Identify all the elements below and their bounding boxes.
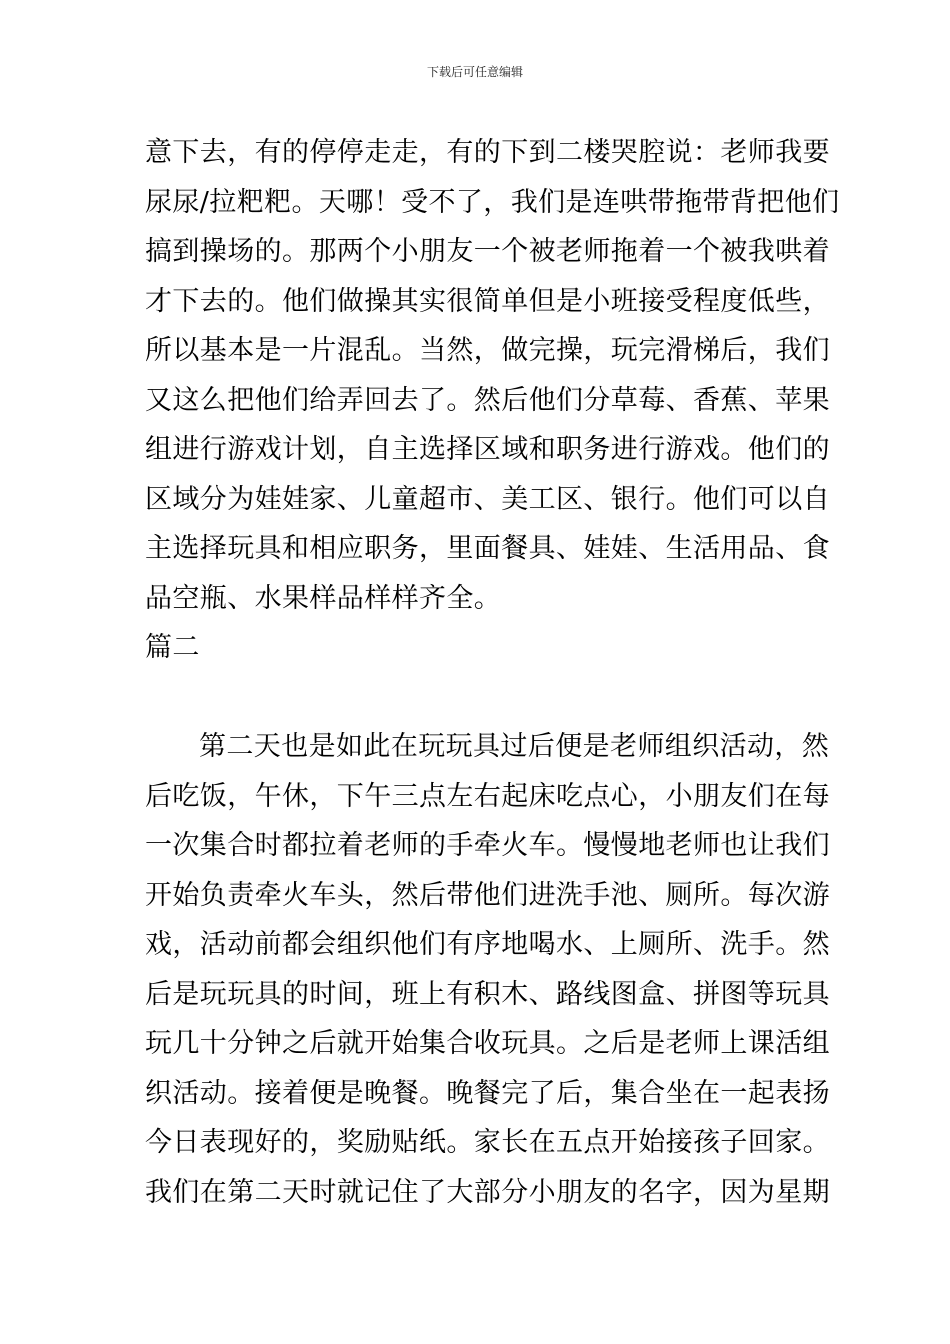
document-body: [145, 128, 840, 1217]
page-header: 下载后可任意编辑: [426, 65, 523, 79]
paragraph-line: 织活动。接着便是晚餐。晚餐完了后，集合坐在一起表扬: [145, 1077, 830, 1109]
paragraph-line: 一次集合时都拉着老师的手牵火车。慢慢地老师也让我们: [145, 830, 830, 861]
paragraph-line: 品空瓶、水果样品样样齐全。: [145, 582, 502, 614]
paragraph-line: 开始负责牵火车头，然后带他们进洗手池、厕所。每次游: [145, 879, 830, 911]
paragraph-line: 第二天也是如此在玩玩具过后便是老师组织活动，然: [199, 731, 830, 762]
paragraph-line: 我们在第二天时就记住了大部分小朋友的名字，因为星期: [145, 1176, 830, 1208]
paragraph-line: 区域分为娃娃家、儿童超市、美工区、银行。他们可以自: [145, 483, 830, 515]
paragraph-line: 后吃饭，午休，下午三点左右起床吃点心，小朋友们在每: [145, 780, 830, 812]
paragraph-line: 今日表现好的，奖励贴纸。家长在五点开始接孩子回家。: [145, 1127, 830, 1158]
paragraph-2: [145, 722, 830, 1217]
blank-line: [145, 673, 815, 723]
paragraph-line: 才下去的。他们做操其实很简单但是小班接受程度低些，: [145, 285, 830, 317]
paragraph-line: 组进行游戏计划，自主选择区域和职务进行游戏。他们的: [145, 434, 830, 465]
paragraph-line: 又这么把他们给弄回去了。然后他们分草莓、香蕉、苹果: [145, 384, 830, 416]
paragraph-line: 主选择玩具和相应职务，里面餐具、娃娃、生活用品、食: [145, 533, 830, 564]
paragraph-line: 搞到操场的。那两个小朋友一个被老师拖着一个被我哄着: [145, 236, 830, 267]
paragraph-line: 玩几十分钟之后就开始集合收玩具。之后是老师上课活组: [145, 1028, 830, 1059]
paragraph-line: 意下去，有的停停走走，有的下到二楼哭腔说：老师我要: [145, 137, 830, 168]
paragraph-1: [145, 128, 840, 623]
paragraph-line: 尿尿/拉粑粑。天哪！受不了，我们是连哄带拖带背把他们: [145, 186, 840, 218]
section-heading: 篇二: [145, 632, 200, 663]
paragraph-line: 戏，活动前都会组织他们有序地喝水、上厕所、洗手。然: [145, 929, 830, 960]
paragraph-line: 所以基本是一片混乱。当然，做完操，玩完滑梯后，我们: [145, 335, 830, 366]
paragraph-line: 后是玩玩具的时间，班上有积木、路线图盒、拼图等玩具: [145, 978, 830, 1010]
